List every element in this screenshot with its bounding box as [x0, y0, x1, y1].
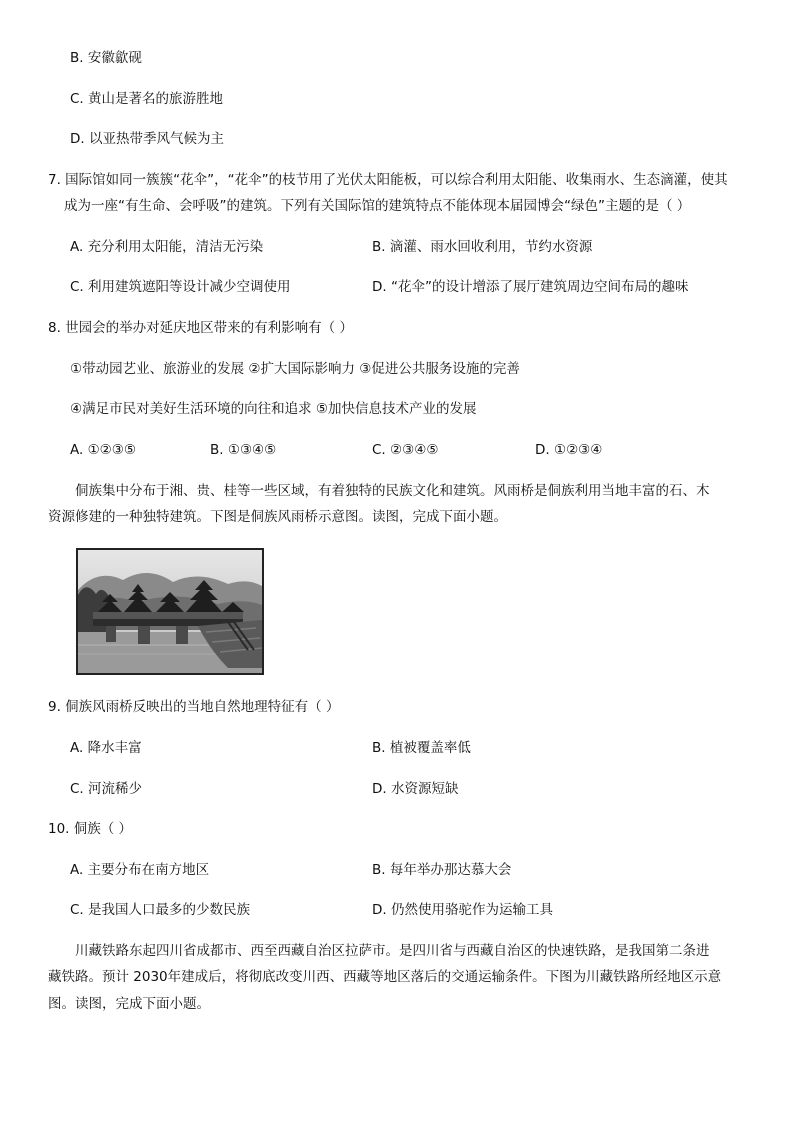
q6-option-c: C. 黄山是著名的旅游胜地 — [70, 91, 224, 107]
q7-option-c: C. 利用建筑遮阳等设计减少空调使用 — [70, 279, 291, 295]
railway-passage-line1: 川藏铁路东起四川省成都市、西至西藏自治区拉萨市。是四川省与西藏自治区的快速铁路，是我国第二条进 — [75, 943, 710, 959]
q8-option-a: A. ①②③⑤ — [70, 442, 136, 458]
q10-option-c: C. 是我国人口最多的少数民族 — [70, 902, 251, 918]
q7-option-d: D. “花伞”的设计增添了展厅建筑周边空间布局的趣味 — [372, 279, 689, 295]
q8-items-line2: ④满足市民对美好生活环境的向往和追求 ⑤加快信息技术产业的发展 — [70, 401, 477, 417]
q10-option-a: A. 主要分布在南方地区 — [70, 862, 210, 878]
q8-option-b: B. ①③④⑤ — [210, 442, 277, 458]
q8-items-line1: ①带动园艺业、旅游业的发展 ②扩大国际影响力 ③促进公共服务设施的完善 — [70, 361, 520, 377]
q8-option-c: C. ②③④⑤ — [372, 442, 439, 458]
q9-stem: 9. 侗族风雨桥反映出的当地自然地理特征有（ ） — [48, 699, 340, 715]
q8-option-d: D. ①②③④ — [535, 442, 603, 458]
q9-option-a: A. 降水丰富 — [70, 740, 142, 756]
q10-stem: 10. 侗族（ ） — [48, 821, 133, 837]
dong-passage-line1: 侗族集中分布于湘、贵、桂等一些区域，有着独特的民族文化和建筑。风雨桥是侗族利用当地丰富的石、木 — [75, 483, 710, 499]
q7-option-b: B. 滴灌、雨水回收利用，节约水资源 — [372, 239, 593, 255]
q10-option-b: B. 每年举办那达慕大会 — [372, 862, 512, 878]
railway-passage-line2: 藏铁路。预计 2030年建成后，将彻底改变川西、西藏等地区落后的交通运输条件。下图为川藏铁路所经地区示意 — [48, 969, 722, 985]
wind-rain-bridge-photo — [76, 548, 264, 675]
q8-stem: 8. 世园会的举办对延庆地区带来的有利影响有（ ） — [48, 320, 353, 336]
q7-stem-line1: 7. 国际馆如同一簇簇“花伞”，“花伞”的枝节用了光伏太阳能板，可以综合利用太阳能、收集雨水、生态滴灌，使其 — [48, 172, 728, 188]
q6-option-d: D. 以亚热带季风气候为主 — [70, 131, 224, 147]
q7-stem-line2: 成为一座“有生命、会呼吸”的建筑。下列有关国际馆的建筑特点不能体现本届园博会“绿色”主题的是（ ） — [64, 198, 691, 214]
q9-option-d: D. 水资源短缺 — [372, 781, 459, 797]
dong-passage-line2: 资源修建的一种独特建筑。下图是侗族风雨桥示意图。读图，完成下面小题。 — [48, 509, 507, 525]
q9-option-c: C. 河流稀少 — [70, 781, 143, 797]
railway-passage-line3: 图。读图，完成下面小题。 — [48, 996, 210, 1012]
q6-option-b: B. 安徽歙砚 — [70, 50, 142, 66]
q9-option-b: B. 植被覆盖率低 — [372, 740, 471, 756]
q10-option-d: D. 仍然使用骆驼作为运输工具 — [372, 902, 553, 918]
q7-option-a: A. 充分利用太阳能，清洁无污染 — [70, 239, 264, 255]
